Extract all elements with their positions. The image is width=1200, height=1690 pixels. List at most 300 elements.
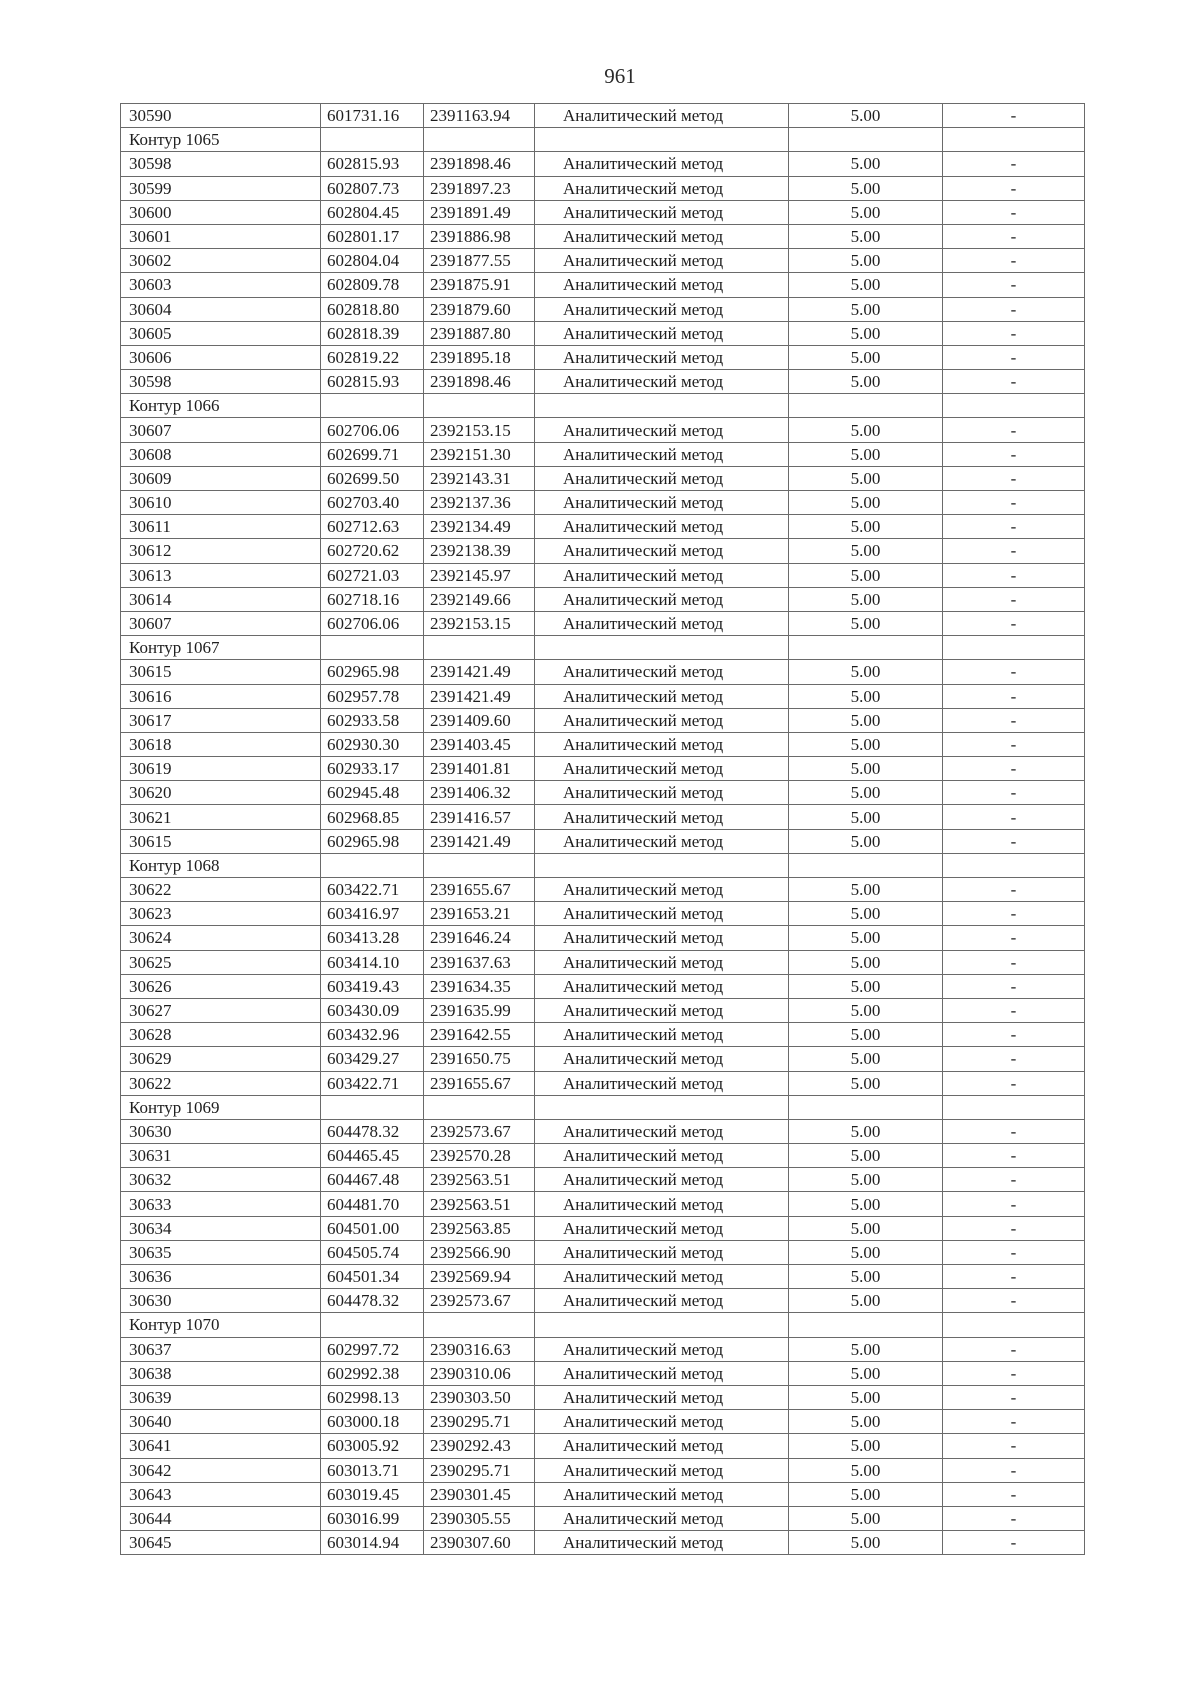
y-coordinate-cell: 2392134.49: [424, 515, 535, 539]
method-cell: Аналитический метод: [535, 491, 789, 515]
method-cell: Аналитический метод: [535, 1144, 789, 1168]
accuracy-cell: 5.00: [789, 950, 943, 974]
x-coordinate-cell: 602968.85: [321, 805, 424, 829]
method-cell: Аналитический метод: [535, 732, 789, 756]
point-number-cell: 30606: [121, 345, 321, 369]
table-row: [121, 878, 1085, 902]
empty-cell: [789, 394, 943, 418]
y-coordinate-cell: 2391421.49: [424, 660, 535, 684]
accuracy-cell: 5.00: [789, 1168, 943, 1192]
y-coordinate-cell: 2392143.31: [424, 466, 535, 490]
point-number-cell: 30638: [121, 1361, 321, 1385]
contour-header-row: [121, 1095, 1085, 1119]
y-coordinate-cell: 2392145.97: [424, 563, 535, 587]
accuracy-cell: 5.00: [789, 1144, 943, 1168]
point-number-cell: 30614: [121, 587, 321, 611]
accuracy-cell: 5.00: [789, 297, 943, 321]
table-row: [121, 1047, 1085, 1071]
coordinates-table-body: [121, 104, 1085, 1555]
table-row: [121, 998, 1085, 1022]
mark-cell: -: [943, 1144, 1085, 1168]
point-number-cell: 30632: [121, 1168, 321, 1192]
method-cell: Аналитический метод: [535, 1361, 789, 1385]
y-coordinate-cell: 2392153.15: [424, 418, 535, 442]
accuracy-cell: 5.00: [789, 345, 943, 369]
method-cell: Аналитический метод: [535, 1337, 789, 1361]
point-number-cell: 30617: [121, 708, 321, 732]
contour-header-row: [121, 128, 1085, 152]
x-coordinate-cell: 604481.70: [321, 1192, 424, 1216]
point-number-cell: 30616: [121, 684, 321, 708]
method-cell: Аналитический метод: [535, 370, 789, 394]
point-number-cell: 30624: [121, 926, 321, 950]
x-coordinate-cell: 602706.06: [321, 418, 424, 442]
table-row: [121, 1119, 1085, 1143]
method-cell: Аналитический метод: [535, 998, 789, 1022]
empty-cell: [943, 1095, 1085, 1119]
accuracy-cell: 5.00: [789, 1047, 943, 1071]
accuracy-cell: 5.00: [789, 491, 943, 515]
y-coordinate-cell: 2392563.51: [424, 1192, 535, 1216]
mark-cell: -: [943, 926, 1085, 950]
contour-header-row: [121, 1313, 1085, 1337]
accuracy-cell: 5.00: [789, 708, 943, 732]
method-cell: Аналитический метод: [535, 1192, 789, 1216]
point-number-cell: 30618: [121, 732, 321, 756]
method-cell: Аналитический метод: [535, 1289, 789, 1313]
point-number-cell: 30600: [121, 200, 321, 224]
accuracy-cell: 5.00: [789, 684, 943, 708]
y-coordinate-cell: 2392138.39: [424, 539, 535, 563]
mark-cell: -: [943, 684, 1085, 708]
y-coordinate-cell: 2392570.28: [424, 1144, 535, 1168]
accuracy-cell: 5.00: [789, 1482, 943, 1506]
contour-label: Контур 1067: [121, 636, 321, 660]
mark-cell: -: [943, 345, 1085, 369]
point-number-cell: 30643: [121, 1482, 321, 1506]
y-coordinate-cell: 2391891.49: [424, 200, 535, 224]
y-coordinate-cell: 2392153.15: [424, 611, 535, 635]
x-coordinate-cell: 602721.03: [321, 563, 424, 587]
mark-cell: -: [943, 1506, 1085, 1530]
accuracy-cell: 5.00: [789, 539, 943, 563]
mark-cell: -: [943, 805, 1085, 829]
point-number-cell: 30612: [121, 539, 321, 563]
point-number-cell: 30637: [121, 1337, 321, 1361]
x-coordinate-cell: 602998.13: [321, 1385, 424, 1409]
table-row: [121, 1458, 1085, 1482]
mark-cell: -: [943, 829, 1085, 853]
y-coordinate-cell: 2392149.66: [424, 587, 535, 611]
empty-cell: [535, 1095, 789, 1119]
point-number-cell: 30590: [121, 104, 321, 128]
accuracy-cell: 5.00: [789, 1410, 943, 1434]
empty-cell: [943, 128, 1085, 152]
y-coordinate-cell: 2391877.55: [424, 249, 535, 273]
empty-cell: [535, 636, 789, 660]
method-cell: Аналитический метод: [535, 1434, 789, 1458]
point-number-cell: 30605: [121, 321, 321, 345]
mark-cell: -: [943, 1337, 1085, 1361]
y-coordinate-cell: 2390310.06: [424, 1361, 535, 1385]
table-row: [121, 1168, 1085, 1192]
table-row: [121, 1410, 1085, 1434]
y-coordinate-cell: 2390307.60: [424, 1531, 535, 1555]
method-cell: Аналитический метод: [535, 1482, 789, 1506]
x-coordinate-cell: 602818.80: [321, 297, 424, 321]
contour-header-row: [121, 853, 1085, 877]
accuracy-cell: 5.00: [789, 1458, 943, 1482]
x-coordinate-cell: 602804.04: [321, 249, 424, 273]
point-number-cell: 30611: [121, 515, 321, 539]
point-number-cell: 30629: [121, 1047, 321, 1071]
y-coordinate-cell: 2391650.75: [424, 1047, 535, 1071]
mark-cell: -: [943, 442, 1085, 466]
x-coordinate-cell: 603414.10: [321, 950, 424, 974]
method-cell: Аналитический метод: [535, 1023, 789, 1047]
method-cell: Аналитический метод: [535, 1506, 789, 1530]
table-row: [121, 200, 1085, 224]
accuracy-cell: 5.00: [789, 829, 943, 853]
point-number-cell: 30604: [121, 297, 321, 321]
accuracy-cell: 5.00: [789, 974, 943, 998]
accuracy-cell: 5.00: [789, 1216, 943, 1240]
y-coordinate-cell: 2390295.71: [424, 1410, 535, 1434]
mark-cell: -: [943, 370, 1085, 394]
method-cell: Аналитический метод: [535, 466, 789, 490]
x-coordinate-cell: 602807.73: [321, 176, 424, 200]
empty-cell: [789, 128, 943, 152]
empty-cell: [321, 636, 424, 660]
point-number-cell: 30613: [121, 563, 321, 587]
mark-cell: -: [943, 587, 1085, 611]
accuracy-cell: 5.00: [789, 152, 943, 176]
method-cell: Аналитический метод: [535, 805, 789, 829]
y-coordinate-cell: 2390303.50: [424, 1385, 535, 1409]
method-cell: Аналитический метод: [535, 1385, 789, 1409]
table-row: [121, 249, 1085, 273]
table-row: [121, 1192, 1085, 1216]
y-coordinate-cell: 2390295.71: [424, 1458, 535, 1482]
point-number-cell: 30640: [121, 1410, 321, 1434]
y-coordinate-cell: 2391895.18: [424, 345, 535, 369]
accuracy-cell: 5.00: [789, 370, 943, 394]
point-number-cell: 30622: [121, 1071, 321, 1095]
contour-header-row: [121, 636, 1085, 660]
mark-cell: -: [943, 1410, 1085, 1434]
empty-cell: [943, 394, 1085, 418]
empty-cell: [535, 394, 789, 418]
x-coordinate-cell: 602965.98: [321, 660, 424, 684]
table-row: [121, 1071, 1085, 1095]
mark-cell: -: [943, 273, 1085, 297]
accuracy-cell: 5.00: [789, 902, 943, 926]
accuracy-cell: 5.00: [789, 104, 943, 128]
mark-cell: -: [943, 515, 1085, 539]
point-number-cell: 30630: [121, 1289, 321, 1313]
mark-cell: -: [943, 224, 1085, 248]
method-cell: Аналитический метод: [535, 587, 789, 611]
y-coordinate-cell: 2392563.85: [424, 1216, 535, 1240]
mark-cell: -: [943, 1458, 1085, 1482]
point-number-cell: 30630: [121, 1119, 321, 1143]
empty-cell: [789, 1095, 943, 1119]
table-row: [121, 1482, 1085, 1506]
table-row: [121, 1023, 1085, 1047]
method-cell: Аналитический метод: [535, 950, 789, 974]
x-coordinate-cell: 602930.30: [321, 732, 424, 756]
method-cell: Аналитический метод: [535, 152, 789, 176]
accuracy-cell: 5.00: [789, 1361, 943, 1385]
y-coordinate-cell: 2392573.67: [424, 1119, 535, 1143]
point-number-cell: 30636: [121, 1265, 321, 1289]
table-row: [121, 418, 1085, 442]
y-coordinate-cell: 2391886.98: [424, 224, 535, 248]
table-row: [121, 104, 1085, 128]
table-row: [121, 660, 1085, 684]
empty-cell: [789, 853, 943, 877]
method-cell: Аналитический метод: [535, 1216, 789, 1240]
accuracy-cell: 5.00: [789, 563, 943, 587]
mark-cell: -: [943, 1119, 1085, 1143]
table-row: [121, 1506, 1085, 1530]
accuracy-cell: 5.00: [789, 515, 943, 539]
mark-cell: -: [943, 466, 1085, 490]
y-coordinate-cell: 2391897.23: [424, 176, 535, 200]
accuracy-cell: 5.00: [789, 466, 943, 490]
point-number-cell: 30599: [121, 176, 321, 200]
empty-cell: [535, 1313, 789, 1337]
method-cell: Аналитический метод: [535, 708, 789, 732]
point-number-cell: 30635: [121, 1240, 321, 1264]
mark-cell: -: [943, 176, 1085, 200]
mark-cell: -: [943, 611, 1085, 635]
y-coordinate-cell: 2392151.30: [424, 442, 535, 466]
point-number-cell: 30615: [121, 660, 321, 684]
point-number-cell: 30598: [121, 152, 321, 176]
accuracy-cell: 5.00: [789, 732, 943, 756]
table-row: [121, 757, 1085, 781]
method-cell: Аналитический метод: [535, 200, 789, 224]
method-cell: Аналитический метод: [535, 1458, 789, 1482]
x-coordinate-cell: 604505.74: [321, 1240, 424, 1264]
table-row: [121, 1144, 1085, 1168]
y-coordinate-cell: 2392573.67: [424, 1289, 535, 1313]
table-row: [121, 974, 1085, 998]
empty-cell: [789, 1313, 943, 1337]
empty-cell: [321, 1313, 424, 1337]
method-cell: Аналитический метод: [535, 345, 789, 369]
y-coordinate-cell: 2391401.81: [424, 757, 535, 781]
x-coordinate-cell: 602809.78: [321, 273, 424, 297]
accuracy-cell: 5.00: [789, 1071, 943, 1095]
mark-cell: -: [943, 1361, 1085, 1385]
y-coordinate-cell: 2390305.55: [424, 1506, 535, 1530]
table-row: [121, 345, 1085, 369]
mark-cell: -: [943, 708, 1085, 732]
y-coordinate-cell: 2392569.94: [424, 1265, 535, 1289]
method-cell: Аналитический метод: [535, 611, 789, 635]
mark-cell: -: [943, 104, 1085, 128]
mark-cell: -: [943, 1168, 1085, 1192]
method-cell: Аналитический метод: [535, 418, 789, 442]
accuracy-cell: 5.00: [789, 1023, 943, 1047]
accuracy-cell: 5.00: [789, 1531, 943, 1555]
contour-header-row: [121, 394, 1085, 418]
method-cell: Аналитический метод: [535, 563, 789, 587]
mark-cell: -: [943, 1531, 1085, 1555]
x-coordinate-cell: 603016.99: [321, 1506, 424, 1530]
y-coordinate-cell: 2390292.43: [424, 1434, 535, 1458]
mark-cell: -: [943, 902, 1085, 926]
method-cell: Аналитический метод: [535, 1410, 789, 1434]
y-coordinate-cell: 2391163.94: [424, 104, 535, 128]
x-coordinate-cell: 602801.17: [321, 224, 424, 248]
empty-cell: [321, 1095, 424, 1119]
point-number-cell: 30608: [121, 442, 321, 466]
table-row: [121, 321, 1085, 345]
empty-cell: [321, 394, 424, 418]
y-coordinate-cell: 2392563.51: [424, 1168, 535, 1192]
method-cell: Аналитический метод: [535, 1047, 789, 1071]
mark-cell: -: [943, 491, 1085, 515]
x-coordinate-cell: 602992.38: [321, 1361, 424, 1385]
x-coordinate-cell: 603000.18: [321, 1410, 424, 1434]
table-row: [121, 491, 1085, 515]
x-coordinate-cell: 604467.48: [321, 1168, 424, 1192]
x-coordinate-cell: 603419.43: [321, 974, 424, 998]
method-cell: Аналитический метод: [535, 974, 789, 998]
empty-cell: [943, 1313, 1085, 1337]
table-row: [121, 708, 1085, 732]
y-coordinate-cell: 2391403.45: [424, 732, 535, 756]
point-number-cell: 30609: [121, 466, 321, 490]
method-cell: Аналитический метод: [535, 1531, 789, 1555]
mark-cell: -: [943, 781, 1085, 805]
y-coordinate-cell: 2391898.46: [424, 370, 535, 394]
accuracy-cell: 5.00: [789, 587, 943, 611]
y-coordinate-cell: 2391416.57: [424, 805, 535, 829]
accuracy-cell: 5.00: [789, 321, 943, 345]
method-cell: Аналитический метод: [535, 926, 789, 950]
point-number-cell: 30610: [121, 491, 321, 515]
mark-cell: -: [943, 297, 1085, 321]
table-row: [121, 515, 1085, 539]
x-coordinate-cell: 603014.94: [321, 1531, 424, 1555]
x-coordinate-cell: 602933.17: [321, 757, 424, 781]
x-coordinate-cell: 604478.32: [321, 1119, 424, 1143]
point-number-cell: 30623: [121, 902, 321, 926]
method-cell: Аналитический метод: [535, 1168, 789, 1192]
mark-cell: -: [943, 1192, 1085, 1216]
accuracy-cell: 5.00: [789, 273, 943, 297]
point-number-cell: 30601: [121, 224, 321, 248]
table-row: [121, 563, 1085, 587]
table-row: [121, 926, 1085, 950]
y-coordinate-cell: 2390316.63: [424, 1337, 535, 1361]
method-cell: Аналитический метод: [535, 684, 789, 708]
mark-cell: -: [943, 418, 1085, 442]
y-coordinate-cell: 2391898.46: [424, 152, 535, 176]
method-cell: Аналитический метод: [535, 1119, 789, 1143]
accuracy-cell: 5.00: [789, 200, 943, 224]
method-cell: Аналитический метод: [535, 878, 789, 902]
table-row: [121, 297, 1085, 321]
table-row: [121, 224, 1085, 248]
empty-cell: [424, 1313, 535, 1337]
y-coordinate-cell: 2392566.90: [424, 1240, 535, 1264]
method-cell: Аналитический метод: [535, 902, 789, 926]
table-row: [121, 273, 1085, 297]
mark-cell: -: [943, 321, 1085, 345]
y-coordinate-cell: 2391653.21: [424, 902, 535, 926]
table-row: [121, 1337, 1085, 1361]
method-cell: Аналитический метод: [535, 829, 789, 853]
method-cell: Аналитический метод: [535, 1265, 789, 1289]
empty-cell: [424, 636, 535, 660]
x-coordinate-cell: 602718.16: [321, 587, 424, 611]
point-number-cell: 30607: [121, 418, 321, 442]
accuracy-cell: 5.00: [789, 1506, 943, 1530]
y-coordinate-cell: 2391887.80: [424, 321, 535, 345]
mark-cell: -: [943, 152, 1085, 176]
accuracy-cell: 5.00: [789, 1192, 943, 1216]
page-number: 961: [604, 64, 636, 88]
table-row: [121, 1361, 1085, 1385]
mark-cell: -: [943, 1047, 1085, 1071]
mark-cell: -: [943, 1482, 1085, 1506]
x-coordinate-cell: 602706.06: [321, 611, 424, 635]
method-cell: Аналитический метод: [535, 1240, 789, 1264]
x-coordinate-cell: 602957.78: [321, 684, 424, 708]
x-coordinate-cell: 603422.71: [321, 1071, 424, 1095]
mark-cell: -: [943, 1289, 1085, 1313]
table-row: [121, 587, 1085, 611]
y-coordinate-cell: 2392137.36: [424, 491, 535, 515]
y-coordinate-cell: 2391409.60: [424, 708, 535, 732]
accuracy-cell: 5.00: [789, 781, 943, 805]
mark-cell: -: [943, 732, 1085, 756]
x-coordinate-cell: 602997.72: [321, 1337, 424, 1361]
accuracy-cell: 5.00: [789, 660, 943, 684]
x-coordinate-cell: 603429.27: [321, 1047, 424, 1071]
point-number-cell: 30620: [121, 781, 321, 805]
method-cell: Аналитический метод: [535, 660, 789, 684]
accuracy-cell: 5.00: [789, 1289, 943, 1313]
x-coordinate-cell: 602712.63: [321, 515, 424, 539]
y-coordinate-cell: 2391655.67: [424, 878, 535, 902]
y-coordinate-cell: 2390301.45: [424, 1482, 535, 1506]
y-coordinate-cell: 2391421.49: [424, 829, 535, 853]
point-number-cell: 30626: [121, 974, 321, 998]
point-number-cell: 30619: [121, 757, 321, 781]
x-coordinate-cell: 601731.16: [321, 104, 424, 128]
mark-cell: -: [943, 974, 1085, 998]
point-number-cell: 30621: [121, 805, 321, 829]
table-row: [121, 829, 1085, 853]
method-cell: Аналитический метод: [535, 442, 789, 466]
mark-cell: -: [943, 878, 1085, 902]
method-cell: Аналитический метод: [535, 273, 789, 297]
x-coordinate-cell: 602815.93: [321, 152, 424, 176]
mark-cell: -: [943, 660, 1085, 684]
point-number-cell: 30644: [121, 1506, 321, 1530]
point-number-cell: 30633: [121, 1192, 321, 1216]
x-coordinate-cell: 604501.34: [321, 1265, 424, 1289]
table-row: [121, 611, 1085, 635]
point-number-cell: 30639: [121, 1385, 321, 1409]
empty-cell: [424, 1095, 535, 1119]
